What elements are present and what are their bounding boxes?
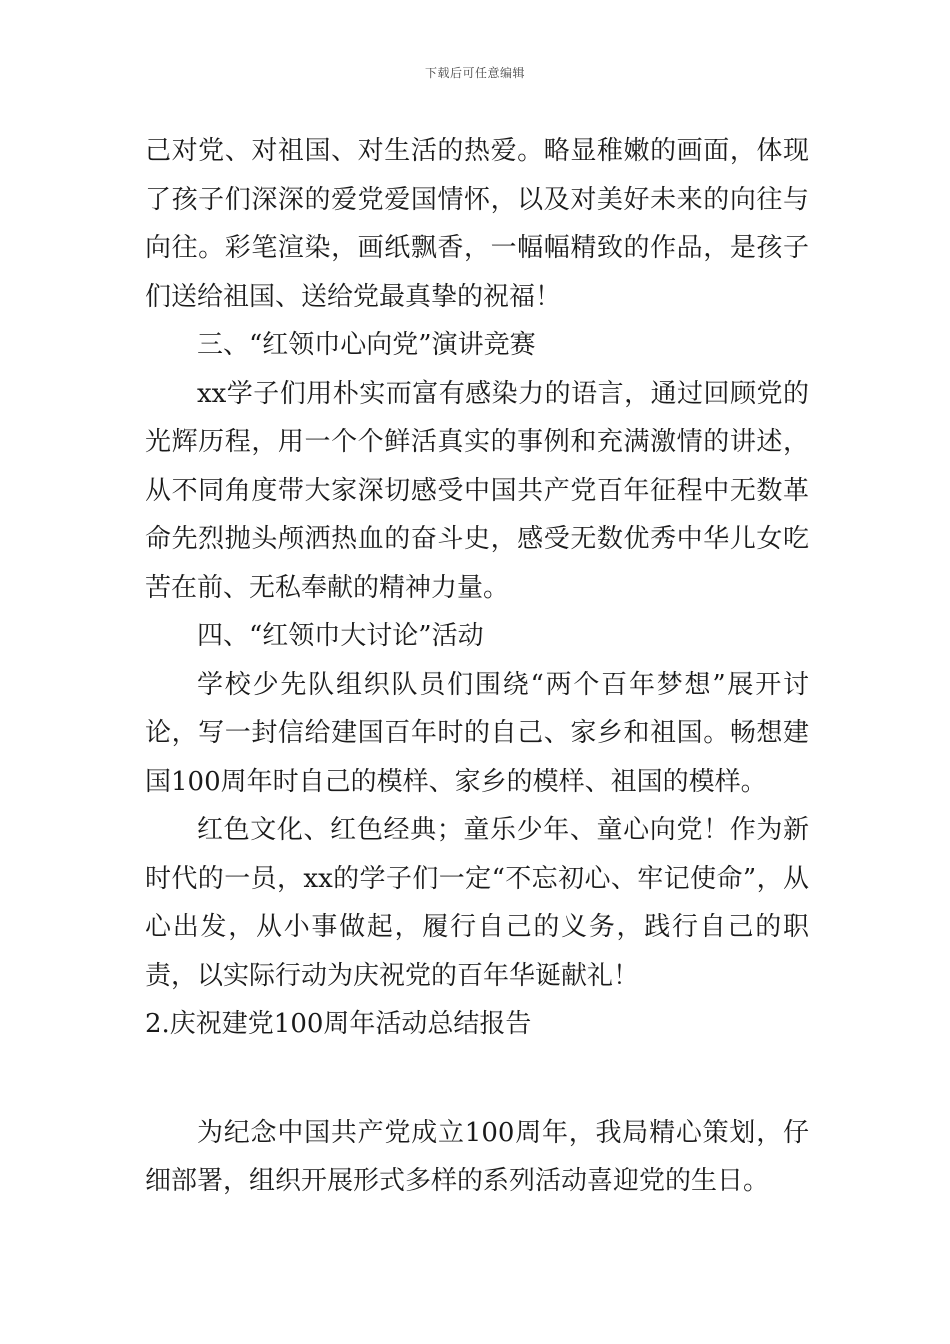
- document-body: [145, 127, 809, 1206]
- section4-body: 学校少先队组织队员们围绕“两个百年梦想”展开讨论，写一封信给建国百年时的自己、家乡和祖国。畅想建国100周年时自己的模样、家乡的模样、祖国的模样。: [145, 669, 809, 797]
- section3-body: xx学子们用朴实而富有感染力的语言，通过回顾党的光辉历程，用一个个鲜活真实的事例和充满激情的讲述，从不同角度带大家深切感受中国共产党百年征程中无数革命先烈抛头颅洒热血的奋斗史，感受无数优秀中华儿女吃苦在前、无私奉献的精神力量。: [145, 378, 809, 603]
- section4-title: 四、“红领巾大讨论”活动: [197, 621, 484, 651]
- header-note: 下载后可任意编辑: [424, 66, 525, 80]
- report2-title: 2.庆祝建党100周年活动总结报告: [145, 1009, 532, 1039]
- section3-title: 三、“红领巾心向党”演讲竞赛: [197, 330, 536, 360]
- report2-intro: 为纪念中国共产党成立100周年，我局精心策划，仔细部署，组织开展形式多样的系列活动喜迎党的生日。: [145, 1117, 809, 1196]
- blank-line: [145, 1049, 809, 1109]
- closing-paragraph: 红色文化、红色经典；童乐少年、童心向党！作为新时代的一员，xx的学子们一定“不忘初心、牢记使命”，从心出发，从小事做起，履行自己的义务，践行自己的职责，以实际行动为庆祝党的百年华诞献礼！: [145, 815, 809, 991]
- paragraph-continued: 己对党、对祖国、对生活的热爱。略显稚嫩的画面，体现了孩子们深深的爱党爱国情怀，以及对美好未来的向往与向往。彩笔渲染，画纸飘香，一幅幅精致的作品，是孩子们送给祖国、送给党最真挚的祝福！: [145, 136, 809, 312]
